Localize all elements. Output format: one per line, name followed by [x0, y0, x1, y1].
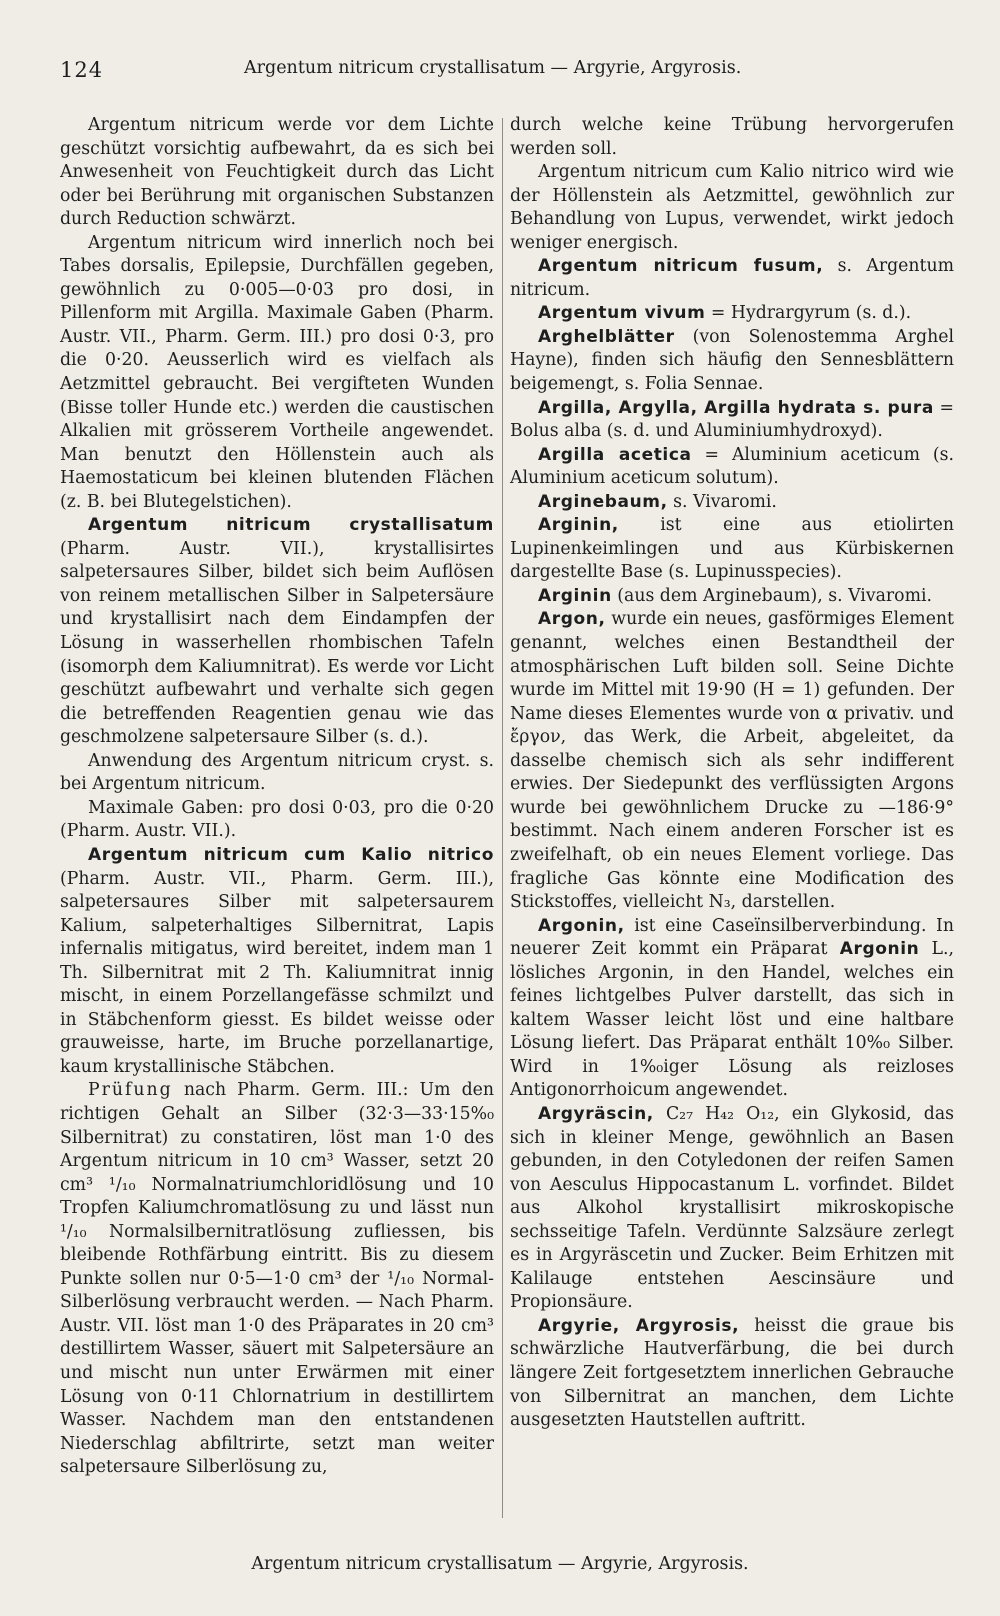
entry-headword: Argentum nitricum cum Kalio nitrico — [88, 844, 494, 865]
entry-text: (von Solenostemma Arghel Hayne), finden sich häufig den Sennesblättern beigemengt, s. Folia Sennae. — [510, 326, 954, 395]
entry-headword: Argon, — [538, 609, 606, 630]
entry-headword: Arginin, — [538, 515, 619, 536]
entry-headword: Arginin — [538, 585, 612, 606]
entry-text: heisst die graue bis schwärzliche Hautverfärbung, die bei durch längere Zeit fortgesetztem innerlichen Gebrauche von Silbernitrat an manchen, dem Lichte ausgesetzten Hautstellen auftritt. — [510, 1315, 955, 1431]
entry-argyrie — [510, 1315, 954, 1433]
entry-text: ist eine Caseïnsilberverbindung. In neuerer Zeit kommt ein Präparat — [510, 915, 954, 960]
entry-headword: Argilla acetica — [538, 444, 692, 465]
entry-argentum-nitricum-crystallisatum — [60, 514, 494, 749]
left-column — [60, 114, 494, 1480]
entry-arghelblaetter — [510, 326, 954, 397]
entry-argon — [510, 608, 954, 914]
paragraph: durch welche keine Trübung hervorgerufen werden soll. — [510, 115, 954, 159]
entry-headword: Arginebaum, — [538, 491, 668, 512]
entry-text: = Hydrargyrum (s. d.). — [705, 303, 912, 324]
entry-arginin-2 — [510, 585, 954, 609]
entry-argentum-nitricum-cum-kalio-nitrico — [60, 844, 494, 1079]
entry-argonin — [510, 915, 954, 1103]
entry-text: = Bolus alba (s. d. und Aluminiumhydroxyd). — [510, 397, 954, 442]
column-divider — [502, 118, 503, 1518]
entry-text: nach Pharm. Germ. III.: Um den richtigen Gehalt an Silber (32·3—33·15%₀ Silbernitrat) zu constatiren, löst man 1·0 des Argentum nitricum in 10 cm³ Wasser, setzt 20 cm³ ¹/₁₀ Normalnatriumchloridlösung und 10 Tropfen Kaliumchromatlösung zu und lässt nun ¹/₁₀ Normalsilbernitratlösung zufliessen, bis bleibende Rothfärbung eintritt. Bis zu diesem Punkte sollen nur 0·5—1·0 cm³ der ¹/₁₀ Normal-Silberlösung verbraucht werden. — Nach Pharm. Austr. VII. löst man 1·0 des Präparates in 20 cm³ destillirtem Wasser, säuert mit Salpetersäure an und mischt nun unter Erwärmen mit einer Lösung von 0·11 Chlornatrium in destillirtem Wasser. Nachdem man den entstandenen Niederschlag abfiltrirte, setzt man weiter salpetersaure Silberlösung zu, — [60, 1080, 494, 1478]
entry-headword: Argyrie, Argyrosis, — [538, 1315, 740, 1336]
paragraph: Maximale Gaben: pro dosi 0·03, pro die 0·20 (Pharm. Austr. VII.). — [60, 797, 494, 842]
entry-argentum-nitricum-fusum — [510, 255, 954, 302]
entry-text: (Pharm. Austr. VII.), krystallisirtes salpetersaures Silber, bildet sich beim Auflösen von reinem metallischen Silber in Salpetersäure und krystallisirt nach dem Eindampfen der Lösung in wasserhellen rhombischen Tafeln (isomorph dem Kaliumnitrat). Es werde vor Licht geschützt aufbewahrt und verhalte sich gegen die betreffenden Reagentien genau wie das geschmolzene salpetersaure Silber (s. d.). — [60, 538, 494, 748]
paragraph-pruefung — [60, 1079, 494, 1479]
running-head: Argentum nitricum crystallisatum — Argyrie, Argyrosis. — [244, 58, 742, 78]
entry-headword: Arghelblätter — [538, 326, 675, 347]
page-footer: Argentum nitricum crystallisatum — Argyrie, Argyrosis. — [251, 1554, 749, 1574]
entry-argilla-acetica — [510, 444, 954, 491]
entry-text: s. Vivaromi. — [667, 491, 777, 512]
entry-arginin-1 — [510, 514, 954, 585]
entry-text: = Aluminium aceticum (s. Aluminium aceticum solutum). — [510, 444, 955, 489]
entry-headword: Argentum vivum — [538, 303, 706, 324]
entry-text: s. Argentum nitricum. — [510, 256, 954, 300]
entry-text: (aus dem Arginebaum), s. Vivaromi. — [611, 585, 932, 606]
paragraph: Anwendung des Argentum nitricum cryst. s. bei Argentum nitricum. — [60, 750, 494, 795]
spaced-word: Prüfung — [88, 1080, 173, 1101]
entry-text: L., lösliches Argonin, in den Handel, welches ein feines lichtgelbes Pulver darstellt, das sich in kaltem Wasser leicht löst und eine haltbare Lösung liefert. Das Präparat enthält 10%₀ Silber. Wird in 1%₀iger Lösung als reizloses Antigonorrhoicum angewendet. — [510, 939, 954, 1101]
entry-headword: Argonin, — [538, 915, 625, 936]
entry-text: wurde ein neues, gasförmiges Element genannt, welches einen Bestandtheil der atmosphärischen Luft bilden soll. Seine Dichte wurde im Mittel mit 19·90 (H = 1) gefunden. Der Name dieses Elementes wurde von α privativ. und ἔργον, das Werk, die Arbeit, abgeleitet, da dasselbe chemisch sich als sehr indifferent erwies. Der Siedepunkt des verflüssigten Argons wurde bei gewöhnlichem Drucke zu —186·9° bestimmt. Nach einem anderen Forscher ist es zweifelhaft, ob ein neues Element vorliege. Das fragliche Gas könnte eine Modification des Stickstoffes, vielleicht N₃, darstellen. — [510, 609, 954, 913]
page-number: 124 — [60, 58, 104, 82]
entry-headword: Argyräscin, — [538, 1103, 654, 1124]
paragraph: Argentum nitricum werde vor dem Lichte geschützt vorsichtig aufbewahrt, da es sich bei Anwesenheit von Feuchtigkeit durch das Licht oder bei Berührung mit organischen Substanzen durch Reduction schwärzt. — [60, 115, 494, 230]
entry-headword: Argentum nitricum crystallisatum — [88, 515, 494, 536]
entry-argilla — [510, 397, 954, 444]
entry-argentum-vivum — [510, 302, 954, 326]
entry-text: C₂₇ H₄₂ O₁₂, ein Glykosid, das sich in kleiner Menge, gewöhnlich an Basen gebunden, in den Cotyledonen der reifen Samen von Aesculus Hippocastanum L. vorfindet. Bildet aus Alkohol krystallisirt mikroskopische sechsseitige Tafeln. Verdünnte Salzsäure zerlegt es in Argyräscetin und Zucker. Beim Erhitzen mit Kalilauge entstehen Aescinsäure und Propionsäure. — [510, 1103, 954, 1313]
entry-headword-inline: Argonin — [839, 939, 920, 960]
entry-headword: Argilla, Argylla, Argilla hydrata s. pura — [538, 397, 934, 418]
entry-text: (Pharm. Austr. VII., Pharm. Germ. III.), salpetersaures Silber mit salpetersaurem Kalium, salpeterhaltiges Silbernitrat, Lapis infernalis mitigatus, wird bereitet, indem man 1 Th. Silbernitrat mit 2 Th. Kaliumnitrat innig mischt, in einem Porzellangefässe schmilzt und in Stäbchenform giesst. Es bildet weisse oder grauweisse, harte, im Bruche porzellanartige, kaum krystallinische Stäbchen. — [60, 868, 494, 1077]
entry-argyraescin — [510, 1103, 954, 1315]
paragraph: Argentum nitricum wird innerlich noch bei Tabes dorsalis, Epilepsie, Durchfällen gegeben, gewöhnlich zu 0·005—0·03 pro dosi, in Pillenform mit Argilla. Maximale Gaben (Pharm. Austr. VII., Pharm. Germ. III.) pro dosi 0·3, pro die 0·20. Aeusserlich wird es vielfach als Aetzmittel gebraucht. Bei vergifteten Wunden (Bisse toller Hunde etc.) werden die caustischen Alkalien mit grösserem Vortheile angewendet. Man benutzt den Höllenstein auch als Haemostaticum bei kleinen blutenden Flächen (z. B. bei Blutegelstichen). — [60, 232, 494, 512]
entry-text: ist eine aus etiolirten Lupinenkeimlingen und aus Kürbiskernen dargestellte Base (s. Lupinusspecies). — [510, 515, 954, 583]
right-column — [510, 114, 954, 1433]
paragraph: Argentum nitricum cum Kalio nitrico wird wie der Höllenstein als Aetzmittel, gewöhnlich zur Behandlung von Lupus, verwendet, wirkt jedoch weniger energisch. — [510, 162, 954, 253]
entry-headword: Argentum nitricum fusum, — [538, 256, 824, 277]
entry-arginebaum — [510, 491, 954, 515]
